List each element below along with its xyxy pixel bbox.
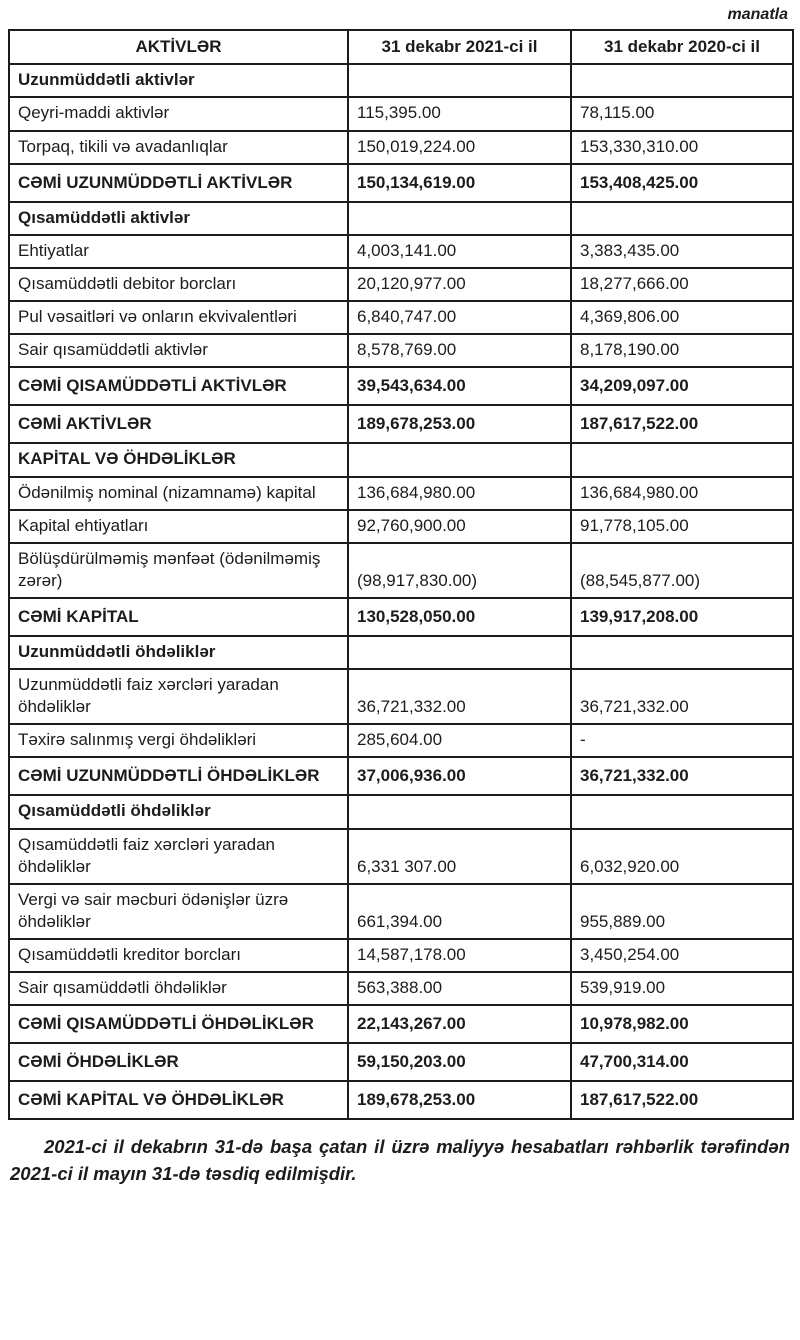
table-row-item: [9, 939, 793, 972]
table-row-section: [9, 202, 793, 235]
row-value-2021: 14,587,178.00: [348, 939, 571, 972]
row-value-2021: 285,604.00: [348, 724, 571, 757]
table-row-item: [9, 829, 793, 884]
row-value-2021: [348, 636, 571, 669]
row-value-2020: 36,721,332.00: [571, 757, 793, 795]
table-row-total: [9, 1043, 793, 1081]
row-label: Qısamüddətli aktivlər: [9, 202, 348, 235]
row-label: Qısamüddətli kreditor borcları: [9, 939, 348, 972]
table-row-total: [9, 405, 793, 443]
table-row-item: [9, 972, 793, 1005]
table-row-section: [9, 636, 793, 669]
table-row-total: [9, 1005, 793, 1043]
row-label: Torpaq, tikili və avadanlıqlar: [9, 131, 348, 164]
row-label: KAPİTAL VƏ ÖHDƏLİKLƏR: [9, 443, 348, 476]
column-header-2020: 31 dekabr 2020-ci il: [571, 30, 793, 64]
row-label: CƏMİ QISAMÜDDƏTLİ AKTİVLƏR: [9, 367, 348, 405]
approval-note: 2021-ci il dekabrın 31-də başa çatan il üzrə maliyyə hesabatları rəhbərlik tərəfindən 2021-ci il mayın 31-də təsdiq edilmişdir.: [10, 1136, 790, 1184]
row-value-2021: [348, 443, 571, 476]
row-value-2021: 150,134,619.00: [348, 164, 571, 202]
row-value-2020: [571, 795, 793, 828]
table-row-total: [9, 367, 793, 405]
row-value-2021: 22,143,267.00: [348, 1005, 571, 1043]
table-row-item: [9, 884, 793, 939]
row-label: CƏMİ KAPİTAL VƏ ÖHDƏLİKLƏR: [9, 1081, 348, 1119]
table-row-item: [9, 131, 793, 164]
row-value-2020: 3,383,435.00: [571, 235, 793, 268]
row-value-2020: [571, 202, 793, 235]
table-row-section: [9, 64, 793, 97]
row-value-2020: (88,545,877.00): [571, 543, 793, 598]
row-value-2020: 6,032,920.00: [571, 829, 793, 884]
table-header-row: [9, 30, 793, 64]
row-label: Qısamüddətli debitor borcları: [9, 268, 348, 301]
row-value-2020: 136,684,980.00: [571, 477, 793, 510]
row-value-2021: 136,684,980.00: [348, 477, 571, 510]
row-value-2021: [348, 64, 571, 97]
row-value-2020: [571, 636, 793, 669]
row-value-2021: (98,917,830.00): [348, 543, 571, 598]
row-value-2021: 189,678,253.00: [348, 405, 571, 443]
table-row-item: [9, 510, 793, 543]
table-row-total: [9, 164, 793, 202]
row-label: CƏMİ KAPİTAL: [9, 598, 348, 636]
row-value-2021: 6,331 307.00: [348, 829, 571, 884]
row-value-2020: [571, 443, 793, 476]
table-row-item: [9, 268, 793, 301]
row-label: Vergi və sair məcburi ödənişlər üzrə öhdəliklər: [9, 884, 348, 939]
row-value-2020: 187,617,522.00: [571, 405, 793, 443]
row-value-2020: 36,721,332.00: [571, 669, 793, 724]
table-row-total: [9, 757, 793, 795]
row-value-2021: 150,019,224.00: [348, 131, 571, 164]
row-value-2021: 39,543,634.00: [348, 367, 571, 405]
row-label: CƏMİ ÖHDƏLİKLƏR: [9, 1043, 348, 1081]
table-row-item: [9, 97, 793, 130]
row-value-2020: 3,450,254.00: [571, 939, 793, 972]
row-value-2020: 91,778,105.00: [571, 510, 793, 543]
row-value-2020: 78,115.00: [571, 97, 793, 130]
row-value-2021: 189,678,253.00: [348, 1081, 571, 1119]
row-value-2020: 139,917,208.00: [571, 598, 793, 636]
row-value-2020: 153,330,310.00: [571, 131, 793, 164]
row-label: Qeyri-maddi aktivlər: [9, 97, 348, 130]
table-row-item: [9, 669, 793, 724]
row-label: Sair qısamüddətli öhdəliklər: [9, 972, 348, 1005]
row-value-2021: 115,395.00: [348, 97, 571, 130]
row-label: CƏMİ UZUNMÜDDƏTLİ ÖHDƏLİKLƏR: [9, 757, 348, 795]
row-value-2020: 47,700,314.00: [571, 1043, 793, 1081]
row-value-2020: 955,889.00: [571, 884, 793, 939]
row-value-2021: 20,120,977.00: [348, 268, 571, 301]
row-value-2021: 130,528,050.00: [348, 598, 571, 636]
row-label: CƏMİ UZUNMÜDDƏTLİ AKTİVLƏR: [9, 164, 348, 202]
row-label: Qısamüddətli faiz xərcləri yaradan öhdəliklər: [9, 829, 348, 884]
row-value-2020: 539,919.00: [571, 972, 793, 1005]
balance-table-body: [9, 64, 793, 1119]
row-value-2020: 187,617,522.00: [571, 1081, 793, 1119]
column-header-assets: AKTİVLƏR: [9, 30, 348, 64]
row-label: Uzunmüddətli öhdəliklər: [9, 636, 348, 669]
row-value-2021: 4,003,141.00: [348, 235, 571, 268]
row-label: Sair qısamüddətli aktivlər: [9, 334, 348, 367]
row-label: Pul vəsaitləri və onların ekvivalentləri: [9, 301, 348, 334]
row-value-2020: 18,277,666.00: [571, 268, 793, 301]
row-label: Uzunmüddətli faiz xərcləri yaradan öhdəliklər: [9, 669, 348, 724]
row-label: CƏMİ AKTİVLƏR: [9, 405, 348, 443]
table-row-item: [9, 301, 793, 334]
row-value-2020: 8,178,190.00: [571, 334, 793, 367]
row-label: Uzunmüddətli aktivlər: [9, 64, 348, 97]
table-row-item: [9, 235, 793, 268]
row-value-2021: 563,388.00: [348, 972, 571, 1005]
table-row-item: [9, 477, 793, 510]
row-label: Qısamüddətli öhdəliklər: [9, 795, 348, 828]
column-header-2021: 31 dekabr 2021-ci il: [348, 30, 571, 64]
balance-sheet-table: [8, 29, 794, 1120]
row-value-2021: 59,150,203.00: [348, 1043, 571, 1081]
row-value-2021: 8,578,769.00: [348, 334, 571, 367]
row-value-2021: 661,394.00: [348, 884, 571, 939]
currency-unit-note: manatla: [727, 6, 788, 23]
row-value-2020: -: [571, 724, 793, 757]
row-value-2021: [348, 795, 571, 828]
table-row-section: [9, 443, 793, 476]
table-row-total: [9, 598, 793, 636]
table-row-total: [9, 1081, 793, 1119]
row-label: Təxirə salınmış vergi öhdəlikləri: [9, 724, 348, 757]
row-label: CƏMİ QISAMÜDDƏTLİ ÖHDƏLİKLƏR: [9, 1005, 348, 1043]
row-value-2020: 153,408,425.00: [571, 164, 793, 202]
row-value-2021: 6,840,747.00: [348, 301, 571, 334]
table-row-section: [9, 795, 793, 828]
row-label: Ehtiyatlar: [9, 235, 348, 268]
row-value-2020: 4,369,806.00: [571, 301, 793, 334]
row-value-2020: 34,209,097.00: [571, 367, 793, 405]
row-value-2020: 10,978,982.00: [571, 1005, 793, 1043]
table-row-item: [9, 724, 793, 757]
table-row-item: [9, 334, 793, 367]
row-label: Ödənilmiş nominal (nizamnamə) kapital: [9, 477, 348, 510]
table-row-item: [9, 543, 793, 598]
row-label: Kapital ehtiyatları: [9, 510, 348, 543]
row-value-2021: 37,006,936.00: [348, 757, 571, 795]
row-label: Bölüşdürülməmiş mənfəət (ödənilməmiş zərər): [9, 543, 348, 598]
row-value-2021: [348, 202, 571, 235]
row-value-2020: [571, 64, 793, 97]
row-value-2021: 36,721,332.00: [348, 669, 571, 724]
row-value-2021: 92,760,900.00: [348, 510, 571, 543]
